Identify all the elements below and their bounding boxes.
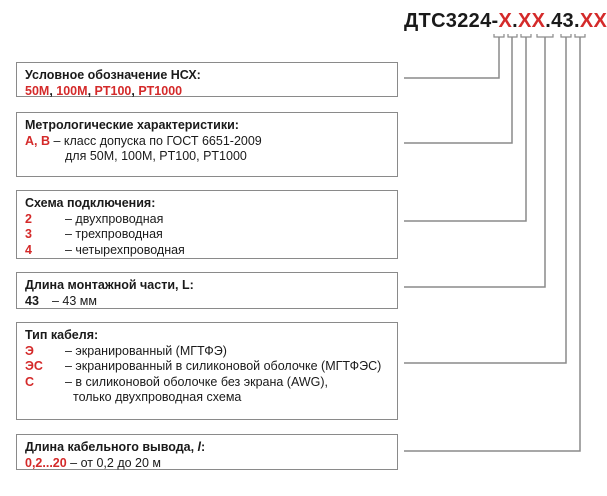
box-nsh: [16, 62, 398, 97]
box-length: [16, 272, 398, 309]
bracket-x: [494, 34, 504, 37]
lead-title-end: :: [201, 440, 206, 454]
cable-desc: – экранированный в силиконовой оболочке (МГТФЭС): [65, 359, 382, 373]
bracket-xx-2: [521, 34, 531, 37]
metro-dash: –: [50, 133, 64, 148]
code-prefix: ДТС3224-: [404, 10, 499, 32]
lead-desc: – от 0,2 до 20 м: [66, 455, 162, 470]
cable-item: [25, 359, 389, 375]
scheme-desc: – трехпроводная: [65, 227, 163, 241]
cable-desc: – экранированный (МГТФЭ): [65, 343, 227, 358]
cable-desc: – в силиконовой оболочке без экрана (AWG),: [65, 374, 328, 389]
scheme-item: [25, 227, 389, 243]
scheme-item: [25, 212, 389, 228]
nsh-value: PT100: [94, 83, 132, 98]
scheme-desc: – четырехпроводная: [65, 242, 185, 257]
cable-item: [25, 375, 389, 391]
cable-item: [25, 344, 389, 360]
metro-key: А, В: [25, 133, 50, 148]
code-field-nsh: X: [498, 10, 513, 32]
bracket-43: [537, 34, 553, 37]
length-key: 43: [25, 293, 39, 308]
lead-key: 0,2...20: [25, 455, 67, 470]
scheme-desc: – двухпроводная: [65, 211, 164, 226]
code-dot: .: [512, 10, 518, 32]
separator: ,: [49, 83, 57, 98]
nsh-value: 100М: [56, 83, 88, 98]
cable-desc-extra: только двухпроводная схема: [73, 390, 242, 404]
code-dot: .: [545, 10, 552, 32]
length-row: [25, 294, 389, 310]
scheme-key: 4: [25, 242, 32, 257]
lead-title-symbol: l: [197, 440, 202, 454]
metro-row: [25, 134, 389, 150]
metro-desc: класс допуска по ГОСТ 6651-2009: [63, 133, 262, 148]
bracket-xx-3a: [561, 34, 571, 37]
scheme-key: 2: [25, 211, 32, 226]
cable-key: С: [25, 374, 35, 389]
lead-title-text: Длина кабельного вывода,: [25, 440, 198, 454]
box-cable: [16, 322, 398, 420]
connector-metro: [404, 37, 512, 143]
box-lead: [16, 434, 398, 470]
connector-lead: [404, 37, 580, 451]
separator: ,: [87, 83, 95, 98]
nsh-values: [25, 84, 389, 100]
box-scheme: [16, 190, 398, 259]
box-metro: [16, 112, 398, 177]
connector-nsh: [404, 37, 499, 78]
box-cable-title: Тип кабеля:: [25, 328, 99, 342]
scheme-key: 3: [25, 227, 32, 241]
bracket-xx-1: [508, 34, 517, 37]
bracket-xx-3b: [575, 34, 585, 37]
connector-scheme: [404, 37, 526, 221]
connector-length: [404, 37, 545, 287]
box-length-title: Длина монтажной части, L:: [25, 278, 194, 292]
code-field-class-scheme: XX: [517, 10, 546, 32]
cable-key: ЭС: [25, 359, 43, 373]
metro-desc-2: для 50М, 100М, PT100, PT1000: [65, 149, 247, 163]
code-field-cable: XX: [579, 10, 607, 32]
separator: ,: [131, 83, 139, 98]
scheme-item: [25, 243, 389, 259]
cable-key: Э: [25, 343, 34, 358]
box-lead-title: [25, 440, 389, 456]
box-metro-title: Метрологические характеристики:: [25, 118, 239, 132]
code-dot: .: [573, 10, 580, 32]
box-nsh-title: Условное обозначение НСХ:: [25, 68, 201, 82]
nsh-value: 50М: [25, 83, 50, 98]
lead-row: [25, 456, 389, 472]
code-field-length: 43: [551, 10, 574, 32]
nsh-value: PT1000: [138, 83, 183, 98]
box-scheme-title: Схема подключения:: [25, 196, 156, 210]
connector-cable: [404, 37, 566, 363]
length-desc: – 43 мм: [52, 293, 97, 308]
